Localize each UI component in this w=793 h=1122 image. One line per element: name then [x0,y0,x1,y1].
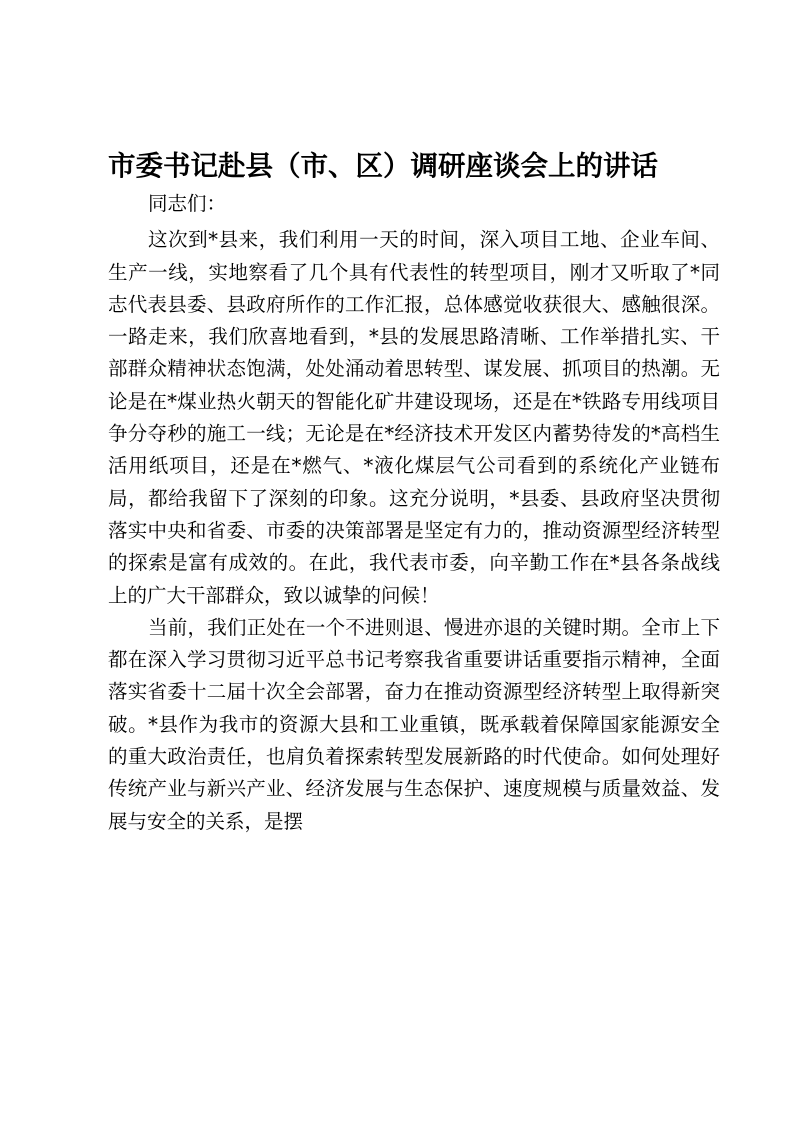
document-page [108,146,720,838]
document-title: 市委书记赴县（市、区）调研座谈会上的讲话 [108,150,658,182]
greeting-line: 同志们： [148,192,227,215]
paragraph-2: 当前，我们正处在一个不进则退、慢进亦退的关键时期。全市上下都在深入学习贯彻习近平总书记考察我省重要讲话重要指示精神，全面落实省委十二届十次全会部署，奋力在推动资源型经济转型上取得新突破。*县作为我市的资源大县和工业重镇，既承载着保障国家能源安全的重大政治责任，也肩负着探索转型发展新路的时代使命。如何处理好传统产业与新兴产业、经济发展与生态保护、速度规模与质量效益、发展与安全的关系，是摆 [108,615,720,833]
paragraph-1: 这次到*县来，我们利用一天的时间，深入项目工地、企业车间、生产一线，实地察看了几个具有代表性的转型项目，刚才又听取了*同志代表县委、县政府所作的工作汇报，总体感觉收获很大、感触很深。一路走来，我们欣喜地看到，*县的发展思路清晰、工作举措扎实、干部群众精神状态饱满，处处涌动着思转型、谋发展、抓项目的热潮。无论是在*煤业热火朝天的智能化矿井建设现场，还是在*铁路专用线项目争分夺秒的施工一线；无论是在*经济技术开发区内蓄势待发的*高档生活用纸项目，还是在*燃气、*液化煤层气公司看到的系统化产业链布局，都给我留下了深刻的印象。这充分说明，*县委、县政府坚决贯彻落实中央和省委、市委的决策部署是坚定有力的，推动资源型经济转型的探索是富有成效的。在此，我代表市委，向辛勤工作在*县各条战线上的广大干部群众，致以诚挚的问候！ [108,228,720,607]
